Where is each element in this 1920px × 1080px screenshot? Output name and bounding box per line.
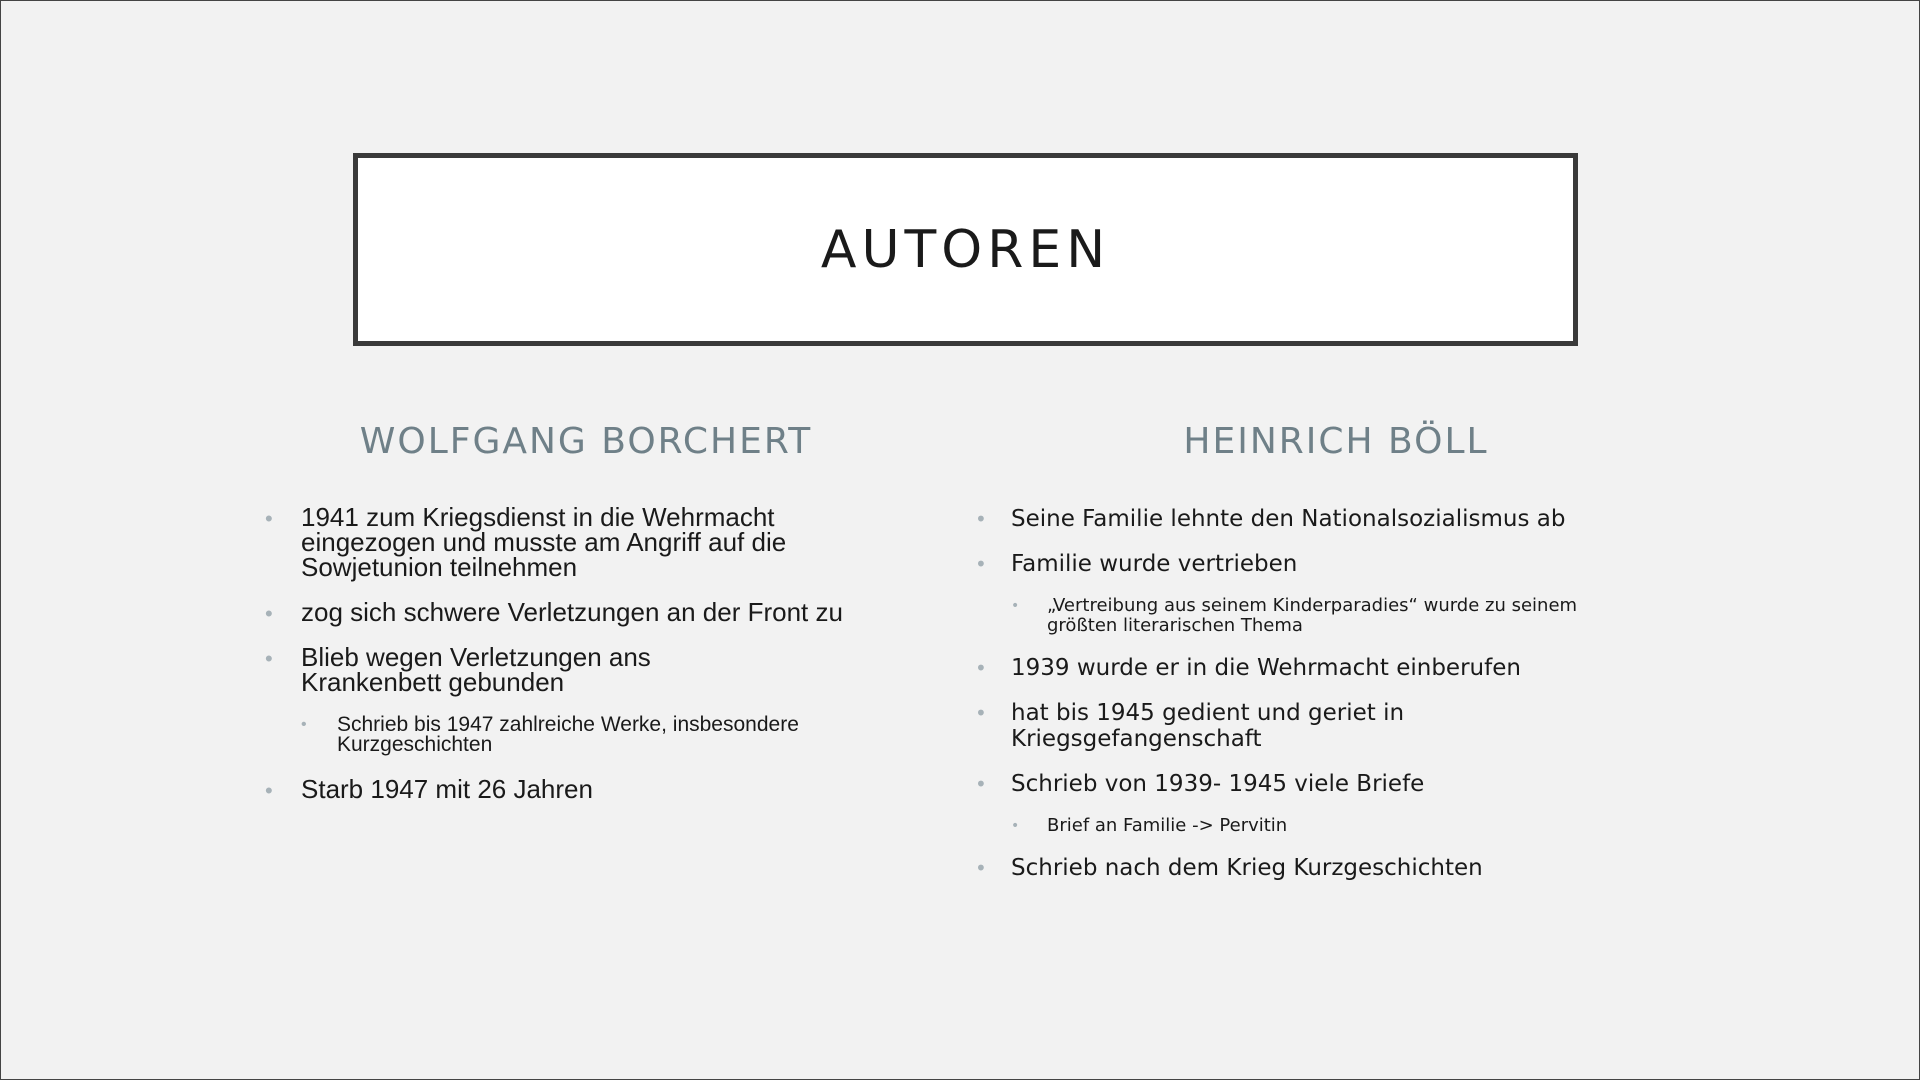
list-item: [265, 642, 905, 697]
sub-list-item: [1011, 596, 1615, 636]
title-box: [353, 153, 1578, 346]
list-item: [975, 655, 1615, 681]
list-item-text: Schrieb nach dem Krieg Kurzgeschichten: [1011, 855, 1483, 881]
list-item-text: Starb 1947 mit 26 Jahren: [301, 774, 593, 804]
list-item-text: Blieb wegen Verletzungen ans Krankenbett gebunden: [301, 642, 651, 697]
list-item: [265, 597, 905, 627]
bullet-icon: •: [1011, 598, 1020, 614]
list-item-text: Schrieb von 1939- 1945 viele Briefe: [1011, 771, 1425, 797]
bullet-icon: •: [265, 778, 273, 803]
list-item: [265, 502, 905, 582]
list-item: [975, 855, 1615, 881]
slide-title: AUTOREN: [820, 219, 1111, 280]
bullet-icon: •: [301, 716, 307, 733]
left-bullet-list: [265, 502, 905, 822]
list-item-text: „Vertreibung aus seinem Kinderparadies“ wurde zu seinem größten literarischen Thema: [1047, 595, 1578, 636]
right-column-heading: HEINRICH BÖLL: [1183, 421, 1489, 462]
bullet-icon: •: [265, 646, 273, 671]
bullet-icon: •: [975, 701, 987, 725]
bullet-icon: •: [975, 656, 987, 680]
list-item: [975, 700, 1615, 752]
list-item: [265, 774, 905, 804]
list-item-text: Brief an Familie -> Pervitin: [1047, 815, 1288, 836]
list-item-text: 1941 zum Kriegsdienst in die Wehrmacht eingezogen und musste am Angriff auf die Sowjetunion teilnehmen: [301, 502, 787, 582]
sub-list-item: [1011, 816, 1615, 836]
list-item-text: 1939 wurde er in die Wehrmacht einberufen: [1011, 655, 1521, 681]
list-item-text: Familie wurde vertrieben: [1011, 551, 1298, 577]
list-item-text: Seine Familie lehnte den Nationalsozialismus ab: [1011, 506, 1566, 532]
sub-list-item: [301, 715, 905, 755]
list-item: [975, 551, 1615, 577]
right-bullet-list: [975, 506, 1615, 900]
bullet-icon: •: [1011, 818, 1020, 834]
left-column-heading: WOLFGANG BORCHERT: [359, 421, 813, 462]
bullet-icon: •: [265, 601, 273, 626]
list-item: [975, 506, 1615, 532]
bullet-icon: •: [265, 506, 273, 531]
list-item-text: zog sich schwere Verletzungen an der Front zu: [301, 597, 843, 627]
list-item: [975, 771, 1615, 797]
list-item-text: hat bis 1945 gedient und geriet in Kriegsgefangenschaft: [1011, 700, 1405, 752]
bullet-icon: •: [975, 772, 987, 796]
bullet-icon: •: [975, 856, 987, 880]
list-item-text: Schrieb bis 1947 zahlreiche Werke, insbesondere Kurzgeschichten: [337, 713, 799, 756]
bullet-icon: •: [975, 552, 987, 576]
bullet-icon: •: [975, 507, 987, 531]
